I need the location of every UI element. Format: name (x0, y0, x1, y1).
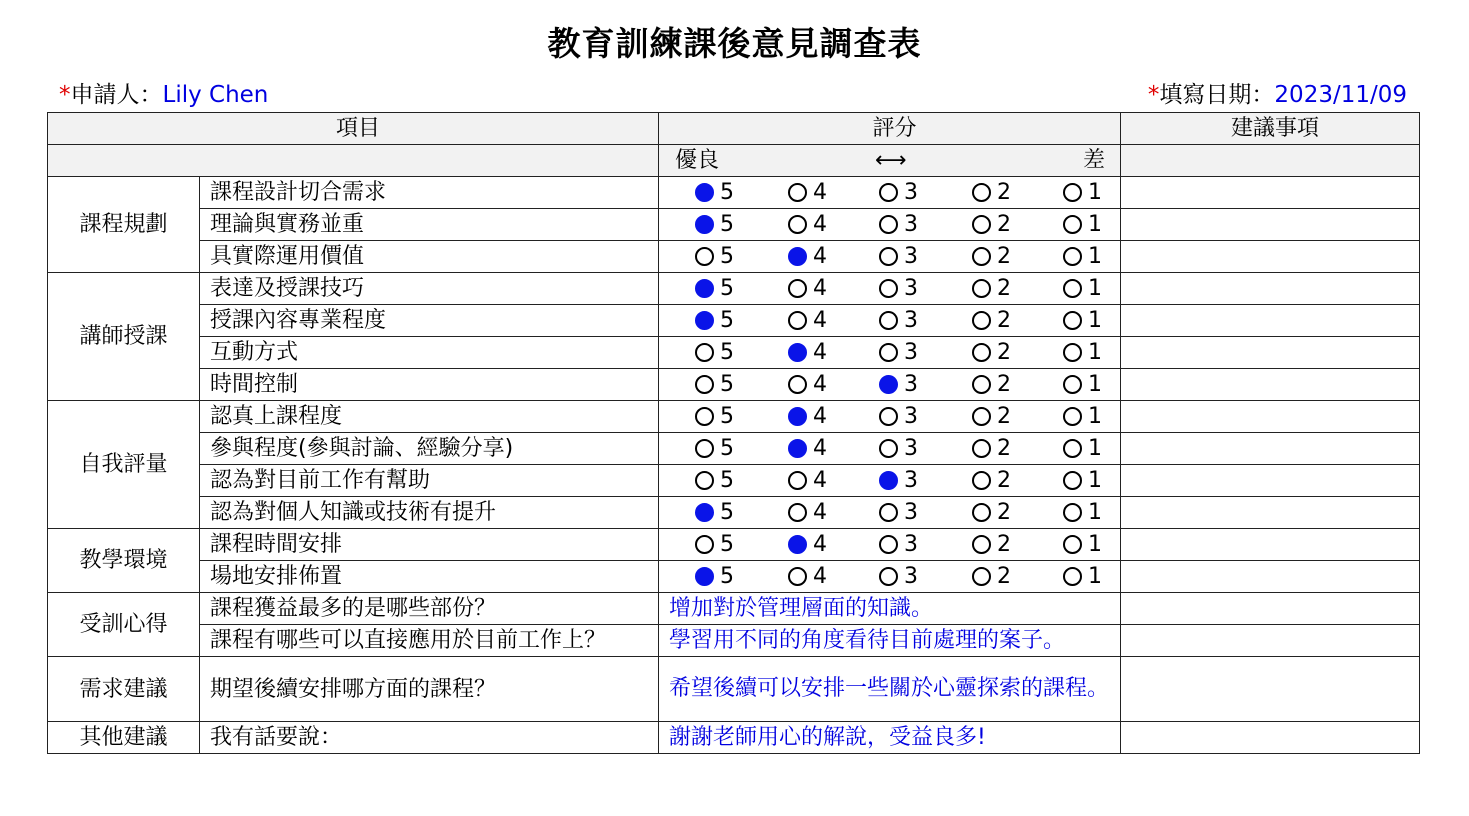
radio-empty-icon[interactable] (1063, 471, 1082, 490)
scale-bad-label: 差 (1083, 148, 1106, 173)
rating-value-label: 5 (720, 212, 735, 237)
feedback-row (48, 593, 1420, 625)
rating-option[interactable] (1063, 401, 1102, 432)
suggestion-cell[interactable] (1121, 337, 1420, 369)
rating-value-label: 4 (813, 404, 828, 429)
radio-empty-icon[interactable] (788, 279, 807, 298)
rating-value-label: 5 (720, 500, 735, 525)
radio-empty-icon[interactable] (879, 567, 898, 586)
radio-empty-icon[interactable] (788, 375, 807, 394)
radio-selected-icon[interactable] (788, 247, 807, 266)
scale-good-label: 優良 (675, 148, 720, 173)
rating-value-label: 1 (1088, 468, 1103, 493)
rating-option[interactable] (788, 497, 827, 528)
rating-row (48, 465, 1420, 497)
rating-value-label: 3 (904, 244, 919, 269)
rating-value-label: 3 (904, 436, 919, 461)
rating-option[interactable] (695, 209, 734, 240)
rating-value-label: 2 (997, 276, 1012, 301)
radio-empty-icon[interactable] (972, 439, 991, 458)
radio-selected-icon[interactable] (788, 535, 807, 554)
rating-value-label: 4 (813, 308, 828, 333)
rating-value-label: 1 (1088, 308, 1103, 333)
radio-empty-icon[interactable] (1063, 215, 1082, 234)
suggestion-cell[interactable] (1121, 722, 1420, 754)
applicant-field (59, 76, 268, 109)
answer-text: 增加對於管理層面的知識。 (669, 596, 934, 621)
radio-empty-icon[interactable] (788, 311, 807, 330)
radio-selected-icon[interactable] (695, 567, 714, 586)
rating-option[interactable] (879, 497, 918, 528)
rating-row (48, 177, 1420, 209)
radio-empty-icon[interactable] (695, 471, 714, 490)
rating-option[interactable] (972, 209, 1011, 240)
rating-value-label: 5 (720, 276, 735, 301)
rating-value-label: 1 (1088, 436, 1103, 461)
rating-option[interactable] (788, 305, 827, 336)
radio-empty-icon[interactable] (972, 503, 991, 522)
rating-value-label: 2 (997, 308, 1012, 333)
radio-empty-icon[interactable] (972, 215, 991, 234)
rating-scale (659, 401, 1121, 433)
rating-value-label: 2 (997, 500, 1012, 525)
item-label: 認為對目前工作有幫助 (200, 465, 659, 497)
item-label: 課程設計切合需求 (200, 177, 659, 209)
rating-value-label: 2 (997, 404, 1012, 429)
rating-option[interactable] (788, 273, 827, 304)
radio-empty-icon[interactable] (788, 183, 807, 202)
suggestion-cell[interactable] (1121, 369, 1420, 401)
rating-option[interactable] (879, 241, 918, 272)
item-label: 認真上課程度 (200, 401, 659, 433)
radio-empty-icon[interactable] (879, 535, 898, 554)
suggestion-cell[interactable] (1121, 305, 1420, 337)
item-label: 場地安排佈置 (200, 561, 659, 593)
rating-value-label: 4 (813, 532, 828, 557)
radio-empty-icon[interactable] (695, 375, 714, 394)
rating-value-label: 5 (720, 436, 735, 461)
radio-empty-icon[interactable] (1063, 247, 1082, 266)
radio-empty-icon[interactable] (972, 375, 991, 394)
answer-text: 希望後續可以安排一些關於心靈探索的課程。 (669, 676, 1110, 701)
rating-option[interactable] (1063, 241, 1102, 272)
rating-scale (659, 369, 1121, 401)
answer-cell[interactable] (659, 625, 1121, 657)
rating-value-label: 4 (813, 244, 828, 269)
radio-empty-icon[interactable] (972, 279, 991, 298)
radio-empty-icon[interactable] (788, 215, 807, 234)
item-label: 參與程度(參與討論、經驗分享) (200, 433, 659, 465)
category-cell: 自我評量 (48, 401, 200, 529)
rating-option[interactable] (972, 529, 1011, 560)
rating-option[interactable] (1063, 497, 1102, 528)
rating-value-label: 3 (904, 340, 919, 365)
rating-option[interactable] (879, 561, 918, 592)
rating-option[interactable] (1063, 305, 1102, 336)
rating-option[interactable] (695, 305, 734, 336)
radio-empty-icon[interactable] (788, 471, 807, 490)
item-label: 認為對個人知識或技術有提升 (200, 497, 659, 529)
radio-selected-icon[interactable] (695, 215, 714, 234)
rating-option[interactable] (695, 241, 734, 272)
fill-date-value[interactable]: 2023/11/09 (1274, 82, 1407, 108)
radio-empty-icon[interactable] (788, 503, 807, 522)
radio-empty-icon[interactable] (879, 183, 898, 202)
rating-value-label: 1 (1088, 500, 1103, 525)
rating-row (48, 241, 1420, 273)
rating-scale (659, 241, 1121, 273)
feedback-row (48, 722, 1420, 754)
rating-scale (659, 561, 1121, 593)
rating-option[interactable] (695, 497, 734, 528)
radio-empty-icon[interactable] (972, 183, 991, 202)
radio-empty-icon[interactable] (972, 247, 991, 266)
rating-option[interactable] (788, 209, 827, 240)
answer-cell[interactable] (659, 657, 1121, 722)
rating-option[interactable] (695, 273, 734, 304)
rating-option[interactable] (972, 497, 1011, 528)
form-title: 教育訓練課後意見調查表 (547, 24, 922, 63)
rating-option[interactable] (695, 529, 734, 560)
rating-option[interactable] (788, 561, 827, 592)
radio-selected-icon[interactable] (879, 471, 898, 490)
rating-value-label: 2 (997, 244, 1012, 269)
radio-selected-icon[interactable] (879, 375, 898, 394)
rating-value-label: 4 (813, 180, 828, 205)
rating-value-label: 5 (720, 180, 735, 205)
rating-option[interactable] (879, 273, 918, 304)
rating-value-label: 2 (997, 564, 1012, 589)
radio-empty-icon[interactable] (879, 247, 898, 266)
required-star: * (59, 82, 71, 108)
category-cell: 講師授課 (48, 273, 200, 401)
rating-row (48, 337, 1420, 369)
item-label: 課程時間安排 (200, 529, 659, 561)
radio-empty-icon[interactable] (1063, 535, 1082, 554)
rating-value-label: 1 (1088, 564, 1103, 589)
suggestion-cell[interactable] (1121, 433, 1420, 465)
rating-option[interactable] (695, 433, 734, 464)
arrow-icon: ⟷ (875, 148, 907, 173)
rating-scale (659, 209, 1121, 241)
rating-option[interactable] (788, 465, 827, 496)
radio-empty-icon[interactable] (879, 439, 898, 458)
rating-value-label: 2 (997, 532, 1012, 557)
rating-scale (659, 337, 1121, 369)
rating-option[interactable] (972, 401, 1011, 432)
radio-empty-icon[interactable] (879, 503, 898, 522)
rating-option[interactable] (788, 241, 827, 272)
radio-selected-icon[interactable] (695, 503, 714, 522)
rating-option[interactable] (1063, 177, 1102, 208)
header-row (48, 113, 1420, 145)
rating-row (48, 273, 1420, 305)
rating-option[interactable] (695, 465, 734, 496)
rating-option[interactable] (879, 465, 918, 496)
rating-option[interactable] (788, 433, 827, 464)
rating-option[interactable] (972, 273, 1011, 304)
rating-value-label: 3 (904, 404, 919, 429)
rating-option[interactable] (972, 241, 1011, 272)
rating-value-label: 3 (904, 212, 919, 237)
rating-value-label: 4 (813, 372, 828, 397)
radio-empty-icon[interactable] (972, 343, 991, 362)
category-cell: 需求建議 (48, 657, 200, 722)
rating-value-label: 5 (720, 244, 735, 269)
rating-scale (659, 465, 1121, 497)
rating-value-label: 2 (997, 468, 1012, 493)
rating-option[interactable] (1063, 529, 1102, 560)
rating-value-label: 4 (813, 276, 828, 301)
radio-empty-icon[interactable] (1063, 407, 1082, 426)
rating-scale (659, 497, 1121, 529)
rating-option[interactable] (695, 369, 734, 400)
rating-option[interactable] (972, 561, 1011, 592)
rating-value-label: 5 (720, 308, 735, 333)
blank-header-cell (48, 145, 659, 177)
radio-empty-icon[interactable] (1063, 375, 1082, 394)
rating-value-label: 1 (1088, 372, 1103, 397)
suggestion-cell[interactable] (1121, 273, 1420, 305)
radio-selected-icon[interactable] (695, 311, 714, 330)
rating-value-label: 1 (1088, 180, 1103, 205)
rating-row (48, 209, 1420, 241)
suggestion-cell[interactable] (1121, 401, 1420, 433)
fill-date-label: 填寫日期： (1159, 82, 1275, 108)
rating-row (48, 433, 1420, 465)
question-label: 課程有哪些可以直接應用於目前工作上？ (200, 625, 659, 657)
rating-value-label: 5 (720, 340, 735, 365)
rating-option[interactable] (972, 433, 1011, 464)
radio-selected-icon[interactable] (788, 439, 807, 458)
question-label: 我有話要說： (200, 722, 659, 754)
answer-text: 學習用不同的角度看待目前處理的案子。 (669, 628, 1066, 653)
rating-option[interactable] (879, 209, 918, 240)
suggestion-cell[interactable] (1121, 625, 1420, 657)
rating-row (48, 401, 1420, 433)
rating-value-label: 1 (1088, 212, 1103, 237)
rating-option[interactable] (879, 369, 918, 400)
category-cell: 教學環境 (48, 529, 200, 593)
radio-empty-icon[interactable] (972, 471, 991, 490)
rating-option[interactable] (695, 561, 734, 592)
rating-row (48, 529, 1420, 561)
rating-option[interactable] (695, 401, 734, 432)
radio-empty-icon[interactable] (879, 311, 898, 330)
rating-value-label: 1 (1088, 276, 1103, 301)
rating-option[interactable] (1063, 465, 1102, 496)
radio-empty-icon[interactable] (879, 343, 898, 362)
answer-text: 謝謝老師用心的解說，受益良多! (669, 725, 986, 750)
rating-row (48, 369, 1420, 401)
category-cell: 受訓心得 (48, 593, 200, 657)
rating-value-label: 4 (813, 212, 828, 237)
feedback-row (48, 625, 1420, 657)
applicant-value[interactable]: Lily Chen (162, 82, 269, 108)
suggestion-cell[interactable] (1121, 465, 1420, 497)
radio-empty-icon[interactable] (1063, 311, 1082, 330)
rating-value-label: 1 (1088, 244, 1103, 269)
rating-value-label: 4 (813, 564, 828, 589)
question-label: 期望後續安排哪方面的課程？ (200, 657, 659, 722)
rating-option[interactable] (788, 177, 827, 208)
category-cell: 課程規劃 (48, 177, 200, 273)
score-header: 評分 (659, 113, 1121, 145)
rating-value-label: 5 (720, 372, 735, 397)
required-star: * (1147, 82, 1160, 108)
rating-option[interactable] (972, 465, 1011, 496)
radio-empty-icon[interactable] (972, 567, 991, 586)
rating-value-label: 4 (813, 340, 828, 365)
rating-value-label: 3 (904, 468, 919, 493)
item-header: 項目 (48, 113, 659, 145)
rating-value-label: 4 (813, 500, 828, 525)
radio-empty-icon[interactable] (972, 535, 991, 554)
category-cell: 其他建議 (48, 722, 200, 754)
item-label: 互動方式 (200, 337, 659, 369)
suggestion-cell[interactable] (1121, 177, 1420, 209)
rating-value-label: 3 (904, 308, 919, 333)
rating-option[interactable] (1063, 561, 1102, 592)
rating-option[interactable] (879, 401, 918, 432)
rating-option[interactable] (1063, 209, 1102, 240)
radio-empty-icon[interactable] (879, 279, 898, 298)
rating-option[interactable] (879, 177, 918, 208)
rating-scale (659, 177, 1121, 209)
rating-value-label: 3 (904, 532, 919, 557)
rating-option[interactable] (879, 529, 918, 560)
rating-scale (659, 433, 1121, 465)
suggestion-header: 建議事項 (1121, 113, 1420, 145)
rating-value-label: 3 (904, 564, 919, 589)
rating-value-label: 5 (720, 532, 735, 557)
rating-option[interactable] (879, 305, 918, 336)
radio-empty-icon[interactable] (972, 311, 991, 330)
item-label: 授課內容專業程度 (200, 305, 659, 337)
radio-empty-icon[interactable] (695, 247, 714, 266)
rating-scale (659, 305, 1121, 337)
scale-legend (659, 145, 1121, 177)
rating-value-label: 1 (1088, 532, 1103, 557)
radio-selected-icon[interactable] (695, 183, 714, 202)
radio-empty-icon[interactable] (1063, 279, 1082, 298)
suggestion-cell[interactable] (1121, 561, 1420, 593)
blank-header-cell (1121, 145, 1420, 177)
rating-value-label: 3 (904, 372, 919, 397)
rating-value-label: 2 (997, 372, 1012, 397)
radio-empty-icon[interactable] (1063, 567, 1082, 586)
radio-empty-icon[interactable] (972, 407, 991, 426)
suggestion-cell[interactable] (1121, 593, 1420, 625)
rating-option[interactable] (1063, 433, 1102, 464)
radio-empty-icon[interactable] (879, 215, 898, 234)
radio-empty-icon[interactable] (1063, 183, 1082, 202)
radio-empty-icon[interactable] (1063, 343, 1082, 362)
radio-empty-icon[interactable] (879, 407, 898, 426)
rating-option[interactable] (1063, 369, 1102, 400)
rating-option[interactable] (972, 177, 1011, 208)
rating-option[interactable] (972, 369, 1011, 400)
rating-value-label: 5 (720, 404, 735, 429)
rating-option[interactable] (788, 529, 827, 560)
feedback-row (48, 657, 1420, 722)
suggestion-cell[interactable] (1121, 497, 1420, 529)
rating-scale (659, 273, 1121, 305)
suggestion-cell[interactable] (1121, 241, 1420, 273)
radio-empty-icon[interactable] (695, 439, 714, 458)
rating-scale (659, 529, 1121, 561)
rating-value-label: 2 (997, 180, 1012, 205)
item-label: 表達及授課技巧 (200, 273, 659, 305)
rating-row (48, 305, 1420, 337)
suggestion-cell[interactable] (1121, 657, 1420, 722)
applicant-label: 申請人： (70, 82, 163, 108)
rating-option[interactable] (879, 337, 918, 368)
item-label: 時間控制 (200, 369, 659, 401)
rating-option[interactable] (788, 337, 827, 368)
radio-empty-icon[interactable] (1063, 439, 1082, 458)
answer-cell[interactable] (659, 593, 1121, 625)
rating-value-label: 1 (1088, 340, 1103, 365)
radio-selected-icon[interactable] (788, 407, 807, 426)
rating-value-label: 1 (1088, 404, 1103, 429)
rating-value-label: 2 (997, 436, 1012, 461)
suggestion-cell[interactable] (1121, 529, 1420, 561)
question-label: 課程獲益最多的是哪些部份？ (200, 593, 659, 625)
rating-value-label: 3 (904, 276, 919, 301)
answer-cell[interactable] (659, 722, 1121, 754)
rating-option[interactable] (695, 177, 734, 208)
fill-date-field (1148, 76, 1407, 109)
rating-option[interactable] (695, 337, 734, 368)
radio-selected-icon[interactable] (788, 343, 807, 362)
survey-table (47, 112, 1420, 754)
rating-value-label: 2 (997, 212, 1012, 237)
radio-empty-icon[interactable] (1063, 503, 1082, 522)
rating-row (48, 561, 1420, 593)
rating-option[interactable] (788, 369, 827, 400)
rating-option[interactable] (788, 401, 827, 432)
rating-option[interactable] (879, 433, 918, 464)
rating-option[interactable] (1063, 337, 1102, 368)
rating-value-label: 4 (813, 436, 828, 461)
suggestion-cell[interactable] (1121, 209, 1420, 241)
item-label: 具實際運用價值 (200, 241, 659, 273)
rating-option[interactable] (1063, 273, 1102, 304)
radio-empty-icon[interactable] (695, 535, 714, 554)
rating-value-label: 3 (904, 500, 919, 525)
rating-value-label: 2 (997, 340, 1012, 365)
rating-option[interactable] (972, 305, 1011, 336)
radio-empty-icon[interactable] (695, 407, 714, 426)
rating-value-label: 4 (813, 468, 828, 493)
rating-value-label: 5 (720, 564, 735, 589)
radio-empty-icon[interactable] (695, 343, 714, 362)
rating-row (48, 497, 1420, 529)
rating-value-label: 5 (720, 468, 735, 493)
rating-option[interactable] (972, 337, 1011, 368)
scale-header-row (48, 145, 1420, 177)
item-label: 理論與實務並重 (200, 209, 659, 241)
radio-selected-icon[interactable] (695, 279, 714, 298)
rating-value-label: 3 (904, 180, 919, 205)
radio-empty-icon[interactable] (788, 567, 807, 586)
